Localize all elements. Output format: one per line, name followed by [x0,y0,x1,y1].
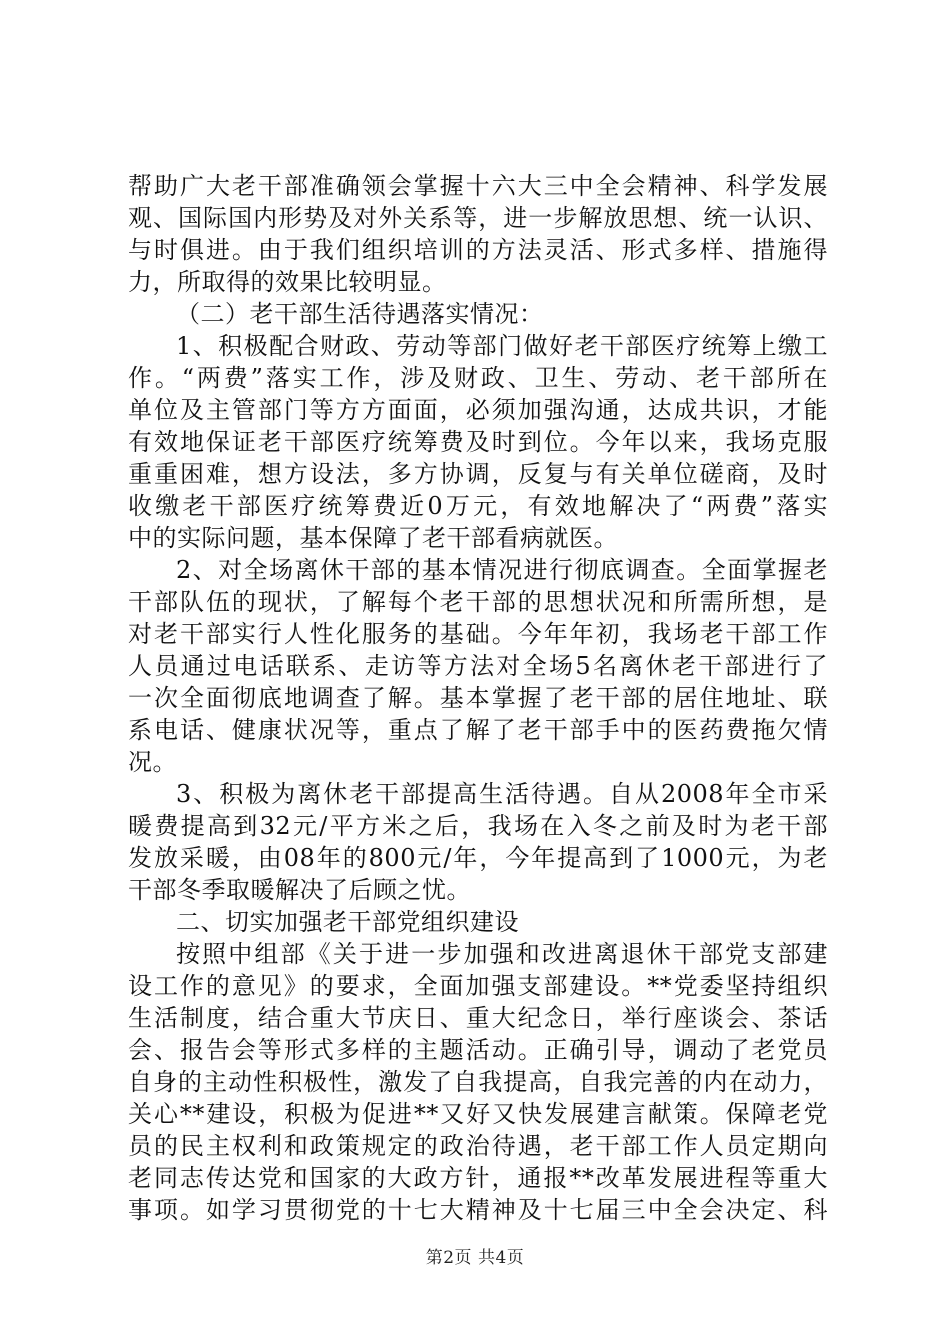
text-line: 人员通过电话联系、走访等方法对全场5名离休老干部进行了 [128,652,828,680]
text-line: 中的实际问题，基本保障了老干部看病就医。 [128,524,618,552]
text-line: 帮助广大老干部准确领会掌握十六大三中全会精神、科学发展 [128,172,828,200]
text-line: 一次全面彻底地调查了解。基本掌握了老干部的居住地址、联 [128,684,828,712]
text-line: 观、国际国内形势及对外关系等，进一步解放思想、统一认识、 [128,204,828,232]
text-line: 3、积极为离休老干部提高生活待遇。自从2008年全市采 [176,780,828,808]
text-line: 与时俱进。由于我们组织培训的方法灵活、形式多样、措施得 [128,236,828,264]
text-line: 暖费提高到32元/平方米之后，我场在入冬之前及时为老干部 [128,812,828,840]
text-line: 二、切实加强老干部党组织建设 [176,908,519,936]
body-text [128,170,828,1226]
text-line: 干部队伍的现状，了解每个老干部的思想状况和所需所想，是 [128,588,828,616]
text-line: 力，所取得的效果比较明显。 [128,268,447,296]
text-line: 况。 [128,748,177,776]
text-line: 发放采暖，由08年的800元/年，今年提高到了1000元，为老 [128,844,828,872]
text-line: 1、积极配合财政、劳动等部门做好老干部医疗统筹上缴工 [176,332,828,360]
text-line: 有效地保证老干部医疗统筹费及时到位。今年以来，我场克服 [128,428,828,456]
page-footer: 第2页 共4页 [425,1248,525,1268]
text-line: 自身的主动性积极性，激发了自我提高，自我完善的内在动力， [128,1068,828,1096]
text-line: 会、报告会等形式多样的主题活动。正确引导，调动了老党员 [128,1036,828,1064]
text-line: 老同志传达党和国家的大政方针，通报**改革发展进程等重大 [128,1164,828,1192]
text-line: 干部冬季取暖解决了后顾之忧。 [128,876,471,904]
text-line: 事项。如学习贯彻党的十七大精神及十七届三中全会决定、科 [128,1196,828,1224]
text-line: 2、对全场离休干部的基本情况进行彻底调查。全面掌握老 [176,556,828,584]
text-line: 设工作的意见》的要求，全面加强支部建设。**党委坚持组织 [128,972,828,1000]
text-line: 按照中组部《关于进一步加强和改进离退休干部党支部建 [176,940,828,968]
text-line: 系电话、健康状况等，重点了解了老干部手中的医药费拖欠情 [128,716,828,744]
text-line: 重重困难，想方设法，多方协调，反复与有关单位磋商，及时 [128,460,828,488]
text-line: 收缴老干部医疗统筹费近0万元，有效地解决了“两费”落实 [128,492,828,520]
text-line: 关心**建设，积极为促进**又好又快发展建言献策。保障老党 [128,1100,828,1128]
text-line: （二）老干部生活待遇落实情况： [176,300,544,328]
text-line: 员的民主权利和政策规定的政治待遇，老干部工作人员定期向 [128,1132,828,1160]
text-line: 单位及主管部门等方方面面，必须加强沟通，达成共识，才能 [128,396,828,424]
text-line: 生活制度，结合重大节庆日、重大纪念日，举行座谈会、茶话 [128,1004,828,1032]
text-line: 作。“两费”落实工作，涉及财政、卫生、劳动、老干部所在 [128,364,828,392]
text-line: 对老干部实行人性化服务的基础。今年年初，我场老干部工作 [128,620,828,648]
